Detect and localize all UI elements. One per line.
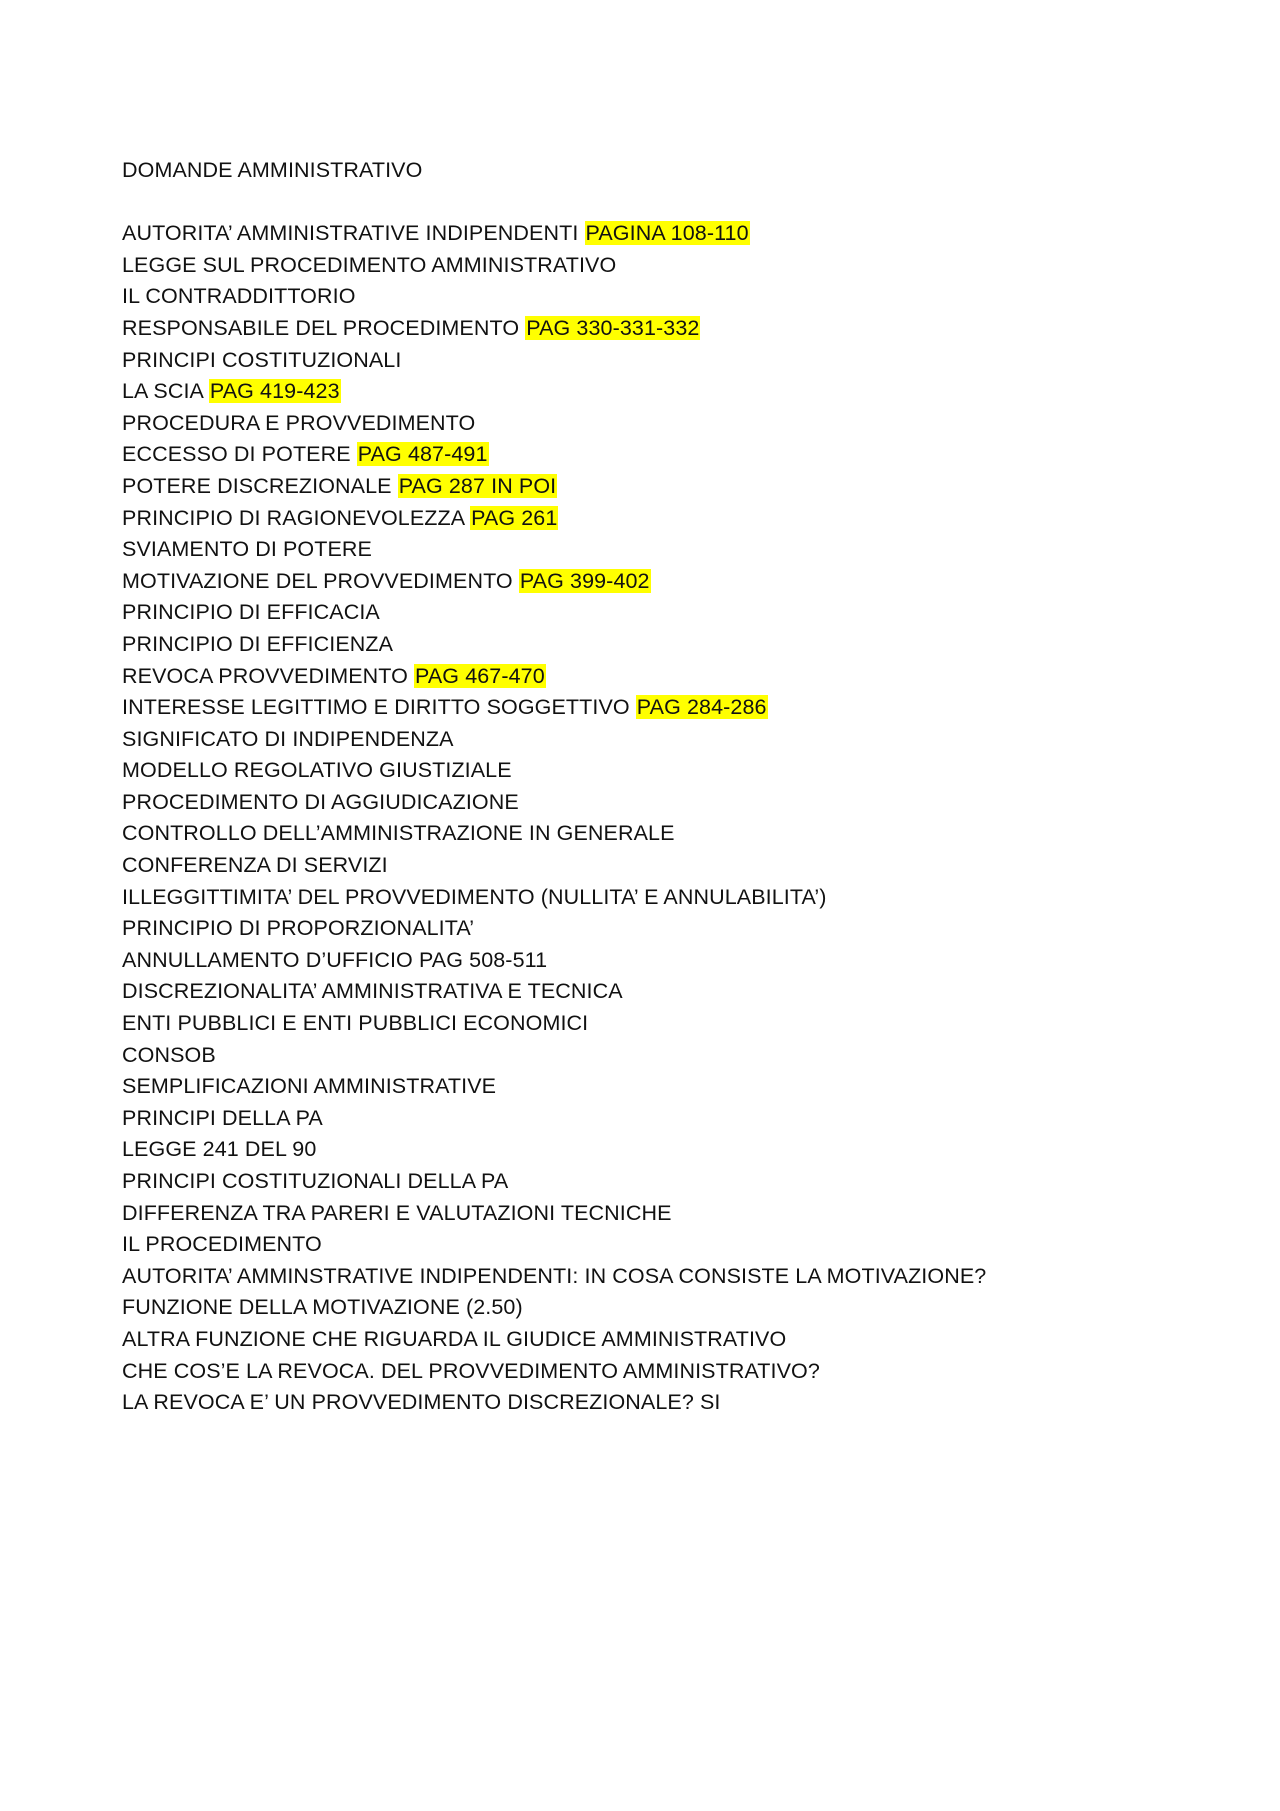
list-item <box>122 818 1162 850</box>
list-item-text: PRINCIPI COSTITUZIONALI DELLA PA <box>122 1169 509 1193</box>
list-item-text: LA SCIA <box>122 379 209 404</box>
list-item-text: REVOCA PROVVEDIMENTO <box>122 663 415 688</box>
list-item <box>122 850 1162 882</box>
list-item-text: DIFFERENZA TRA PARERI E VALUTAZIONI TECNICHE <box>122 1200 672 1225</box>
list-item-text: ALTRA FUNZIONE CHE RIGUARDA IL GIUDICE AMMINISTRATIVO <box>122 1326 787 1351</box>
list-item <box>122 692 1162 724</box>
page-reference-highlight: PAG 330-331-332 <box>526 315 700 340</box>
list-item-text: PRINCIPIO DI EFFICIENZA <box>122 631 394 656</box>
document-title: DOMANDE AMMINISTRATIVO <box>122 158 423 182</box>
list-item <box>122 250 1162 282</box>
list-item <box>122 1387 1162 1419</box>
list-item-text: AUTORITA’ AMMINSTRATIVE INDIPENDENTI: IN COSA CONSISTE LA MOTIVAZIONE? <box>122 1263 987 1288</box>
list-item-text: PROCEDIMENTO DI AGGIUDICAZIONE <box>122 789 519 814</box>
list-item-text: PROCEDURA E PROVVEDIMENTO <box>122 410 476 435</box>
list-item <box>122 1166 1162 1198</box>
list-item-text: POTERE DISCREZIONALE <box>122 473 398 498</box>
document-body <box>122 155 1162 1419</box>
list-item-text: CONFERENZA DI SERVIZI <box>122 853 388 878</box>
list-item <box>122 281 1162 313</box>
list-item-text: DISCREZIONALITA’ AMMINISTRATIVA E TECNICA <box>122 979 623 1004</box>
list-item-text: PRINCIPIO DI PROPORZIONALITA’ <box>122 916 475 941</box>
page-reference-highlight: PAG 399-402 <box>519 568 650 593</box>
list-item <box>122 755 1162 787</box>
list-item-text: ILLEGGITTIMITA’ DEL PROVVEDIMENTO (NULLITA’ E ANNULABILITA’) <box>122 884 827 909</box>
page-reference-highlight: PAG 287 IN POI <box>398 473 557 498</box>
list-item <box>122 218 1162 250</box>
page-reference-highlight: PAG 261 <box>471 505 558 530</box>
list-item <box>122 345 1162 377</box>
list-item-text: AUTORITA’ AMMINISTRATIVE INDIPENDENTI <box>122 221 585 246</box>
question-list <box>122 218 1162 1419</box>
list-item <box>122 566 1162 598</box>
list-item-text: MOTIVAZIONE DEL PROVVEDIMENTO <box>122 568 519 593</box>
list-item <box>122 1134 1162 1166</box>
list-item <box>122 787 1162 819</box>
page-reference-highlight: PAG 487-491 <box>357 442 488 467</box>
page-reference-highlight: PAG 284-286 <box>636 695 767 720</box>
page-reference-highlight: PAG 467-470 <box>415 663 545 688</box>
list-item <box>122 408 1162 440</box>
page-reference-highlight: PAG 419-423 <box>209 379 340 404</box>
list-item-text: MODELLO REGOLATIVO GIUSTIZIALE <box>122 758 512 783</box>
list-item-text: CONSOB <box>122 1042 216 1067</box>
list-item-text: PRINCIPI COSTITUZIONALI <box>122 347 402 372</box>
list-item <box>122 534 1162 566</box>
list-item-text: IL PROCEDIMENTO <box>122 1232 322 1257</box>
list-item-text: INTERESSE LEGITTIMO E DIRITTO SOGGETTIVO <box>122 695 636 720</box>
list-item <box>122 376 1162 408</box>
list-item-text: PRINCIPIO DI RAGIONEVOLEZZA <box>122 505 471 530</box>
list-item <box>122 1040 1162 1072</box>
list-item <box>122 1229 1162 1261</box>
list-item <box>122 913 1162 945</box>
list-item <box>122 1071 1162 1103</box>
list-item <box>122 313 1162 345</box>
list-item <box>122 661 1162 693</box>
list-item-text: SVIAMENTO DI POTERE <box>122 537 372 562</box>
list-item <box>122 882 1162 914</box>
list-item-text: IL CONTRADDITTORIO <box>122 284 356 309</box>
list-item-text: ANNULLAMENTO D’UFFICIO PAG 508-511 <box>122 947 548 972</box>
list-item-text: PRINCIPIO DI EFFICACIA <box>122 600 380 625</box>
list-item-text: LEGGE 241 DEL 90 <box>122 1137 317 1162</box>
list-item <box>122 503 1162 535</box>
list-item <box>122 1356 1162 1388</box>
list-item-text: ECCESSO DI POTERE <box>122 442 357 467</box>
list-item <box>122 724 1162 756</box>
list-item <box>122 976 1162 1008</box>
blank-line <box>122 187 1162 219</box>
list-item-text: PRINCIPI DELLA PA <box>122 1105 323 1130</box>
list-item-text: LEGGE SUL PROCEDIMENTO AMMINISTRATIVO <box>122 252 617 277</box>
list-item <box>122 1008 1162 1040</box>
list-item <box>122 1324 1162 1356</box>
list-item-text: RESPONSABILE DEL PROCEDIMENTO <box>122 315 526 340</box>
list-item <box>122 1292 1162 1324</box>
list-item <box>122 471 1162 503</box>
list-item-text: LA REVOCA E’ UN PROVVEDIMENTO DISCREZIONALE? SI <box>122 1390 721 1415</box>
list-item <box>122 1103 1162 1135</box>
list-item-text: SEMPLIFICAZIONI AMMINISTRATIVE <box>122 1074 497 1099</box>
list-item <box>122 1198 1162 1230</box>
list-item <box>122 945 1162 977</box>
list-item <box>122 597 1162 629</box>
list-item-text: CHE COS’E LA REVOCA. DEL PROVVEDIMENTO AMMINISTRATIVO? <box>122 1358 820 1383</box>
list-item-text: FUNZIONE DELLA MOTIVAZIONE (2.50) <box>122 1295 523 1320</box>
list-item <box>122 1261 1162 1293</box>
list-item <box>122 439 1162 471</box>
list-item <box>122 629 1162 661</box>
list-item-text: ENTI PUBBLICI E ENTI PUBBLICI ECONOMICI <box>122 1011 589 1036</box>
list-item-text: SIGNIFICATO DI INDIPENDENZA <box>122 726 454 751</box>
page-reference-highlight: PAGINA 108-110 <box>585 221 749 246</box>
list-item-text: CONTROLLO DELL’AMMINISTRAZIONE IN GENERALE <box>122 821 675 846</box>
